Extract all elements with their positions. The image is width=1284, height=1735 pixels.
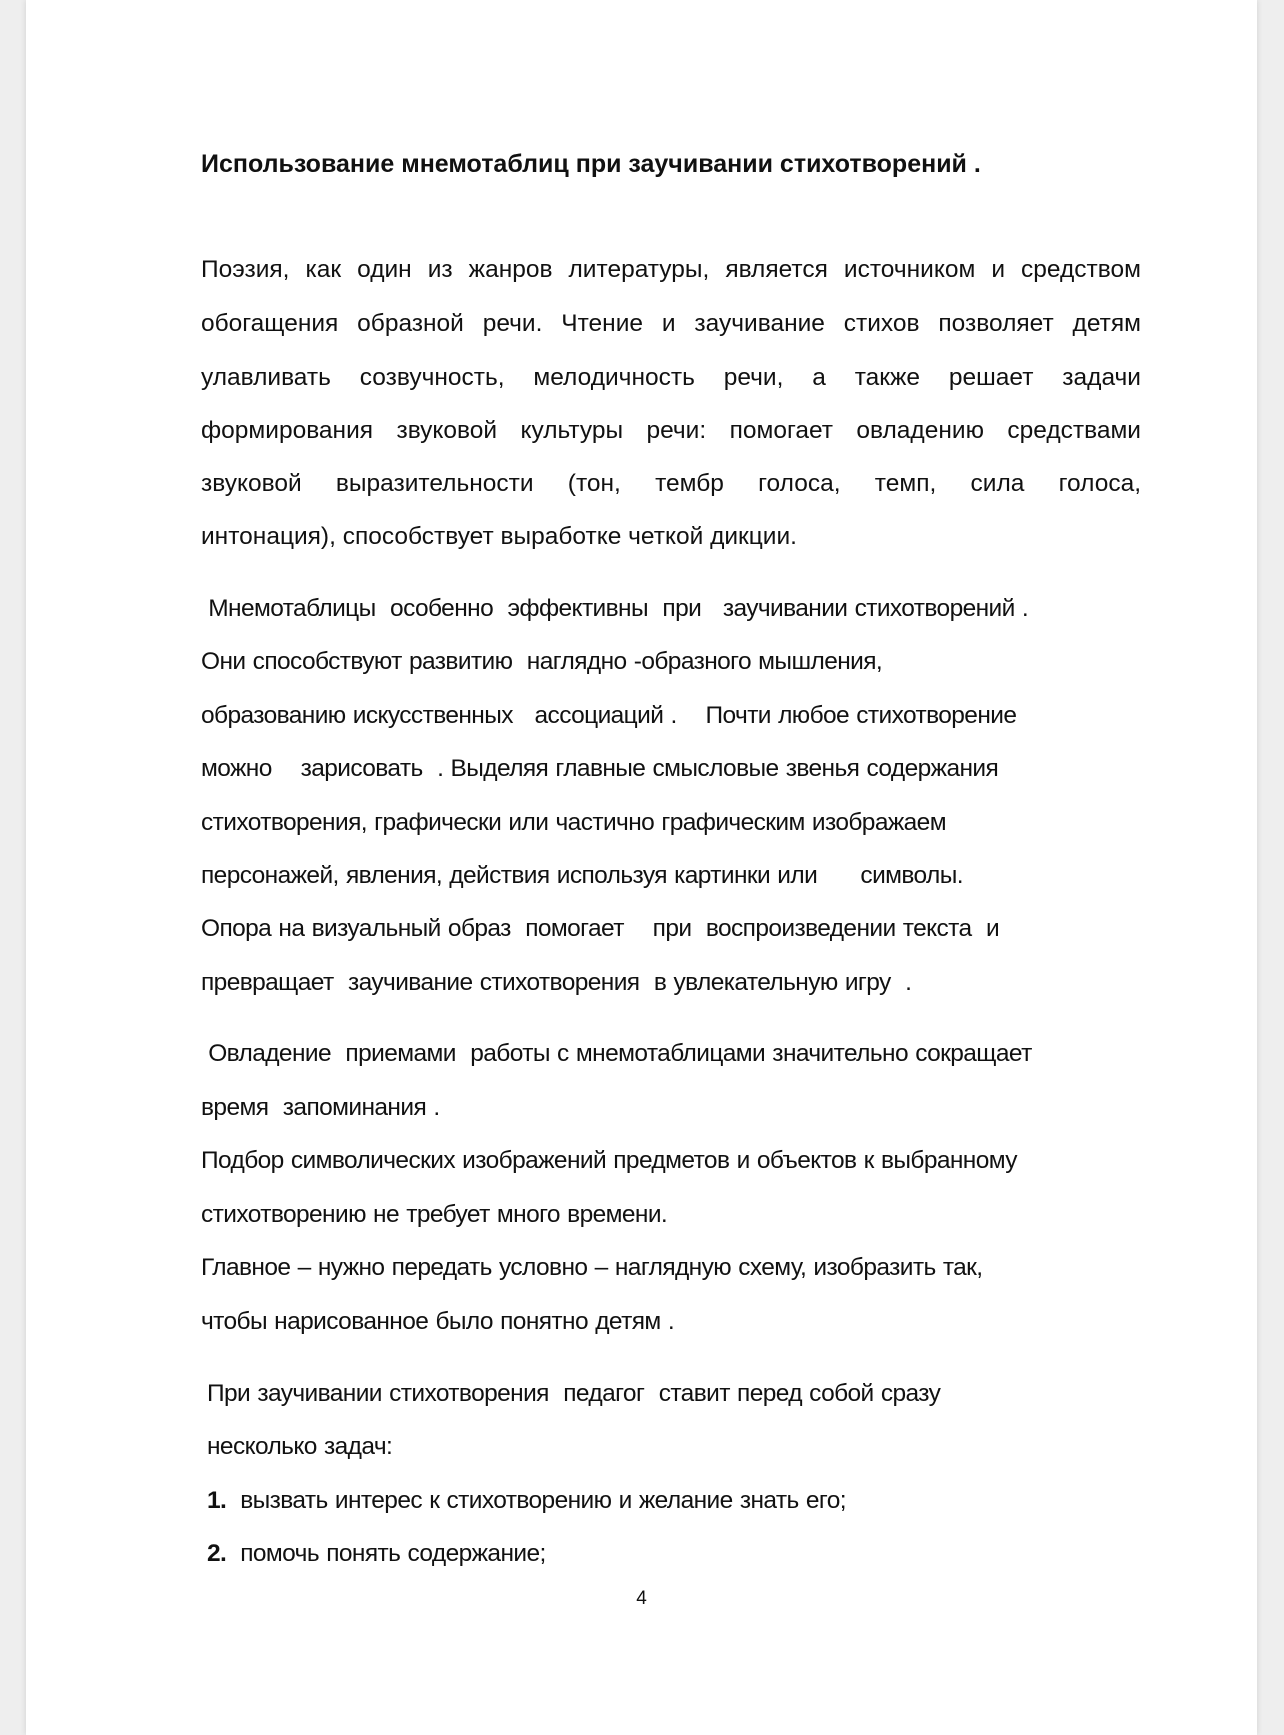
text-line: обогащения образной речи. Чтение и заучивание стихов позволяет детям	[201, 310, 1141, 337]
list-item	[207, 1486, 846, 1516]
text-line: При заучивании стихотворения педагог ставит перед собой сразу	[207, 1380, 941, 1407]
list-item-number: 1.	[207, 1487, 227, 1514]
page-number: 4	[636, 1588, 647, 1609]
text-line: время запоминания .	[201, 1094, 440, 1121]
list-item	[207, 1539, 546, 1569]
document-page	[26, 0, 1257, 1735]
text-line: улавливать созвучность, мелодичность речи, а также решает задачи	[201, 364, 1141, 391]
text-line: Опора на визуальный образ помогает при воспроизведении текста и	[201, 915, 1000, 942]
text-line: стихотворению не требует много времени.	[201, 1201, 668, 1228]
text-line: можно зарисовать . Выделяя главные смысловые звенья содержания	[201, 755, 999, 782]
text-line: персонажей, явления, действия используя картинки или символы.	[201, 862, 963, 889]
text-line: Мнемотаблицы особенно эффективны при заучивании стихотворений .	[201, 595, 1029, 622]
list-item-text: помочь понять содержание;	[240, 1540, 546, 1567]
text-line: звуковой выразительности (тон, тембр голоса, темп, сила голоса,	[201, 470, 1141, 497]
text-line: несколько задач:	[207, 1433, 393, 1460]
list-item-number: 2.	[207, 1540, 227, 1567]
text-line: Поэзия, как один из жанров литературы, является источником и средством	[201, 256, 1141, 283]
text-line: формирования звуковой культуры речи: помогает овладению средствами	[201, 417, 1141, 444]
text-line: Подбор символических изображений предметов и объектов к выбранному	[201, 1147, 1017, 1174]
text-line: стихотворения, графически или частично графическим изображаем	[201, 809, 946, 836]
list-item-text: вызвать интерес к стихотворению и желание знать его;	[240, 1487, 846, 1514]
text-line: чтобы нарисованное было понятно детям .	[201, 1308, 675, 1335]
text-line: интонация), способствует выработке четкой дикции.	[201, 523, 797, 550]
text-line: превращает заучивание стихотворения в увлекательную игру .	[201, 969, 912, 996]
text-line: Овладение приемами работы с мнемотаблицами значительно сокращает	[201, 1040, 1032, 1067]
text-line: Главное – нужно передать условно – наглядную схему, изобразить так,	[201, 1254, 983, 1281]
text-line: Они способствуют развитию наглядно -образного мышления,	[201, 648, 883, 675]
text-line: образованию искусственных ассоциаций . Почти любое стихотворение	[201, 702, 1017, 729]
document-title: Использование мнемотаблиц при заучивании стихотворений .	[201, 150, 981, 178]
